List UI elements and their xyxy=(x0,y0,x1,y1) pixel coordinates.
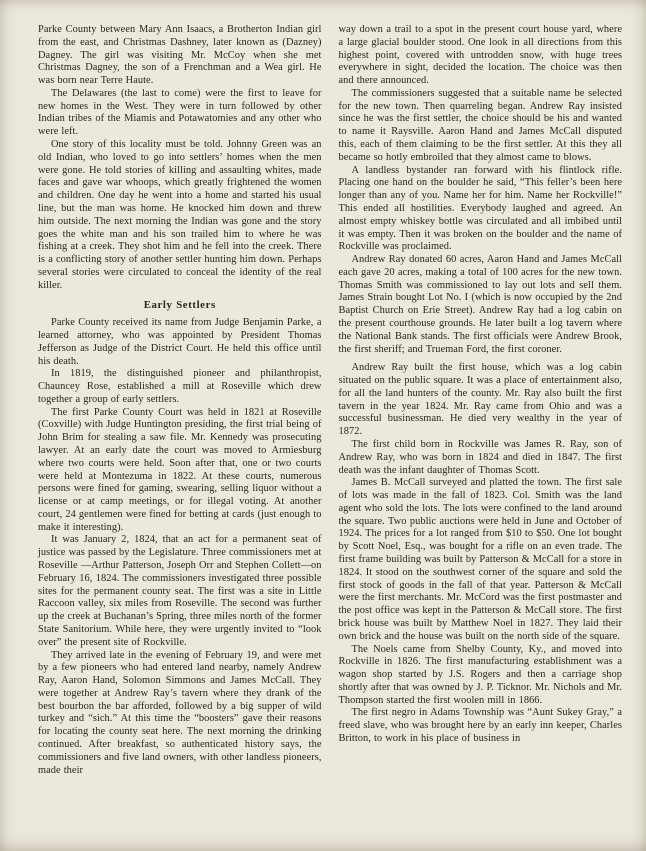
paragraph: way down a trail to a spot in the present court house yard, where a large glacial boulder stood. One look in all directions from this highest point, covered with untrodden snow, with huge trees everywhere in sight, decided the location. The choice was then and there announced. xyxy=(338,24,622,87)
paragraph: The Delawares (the last to come) were the first to leave for new homes in the West. They were in turn followed by other Indian tribes of the Miamis and Potawatomies and any other who were left. xyxy=(38,87,322,138)
paragraph: One story of this locality must be told. Johnny Green was an old Indian, who loved to go into settlers’ homes when the men were gone. He told stories of killing and assaulting whites, made faces and gave war whoops, which greatly frightened the women and children. One day he went into a home and started his usual line, but the man was home. He knocked him down and threw him outside. The next morning the Indian was gone and the story goes the white man and his son trailed him to where he was fishing at a creek. They shot him and he fell into the creek. There is a conflicting story of another settler hunting him down. Perhaps several stories were circulated to conceal the identity of the real killer. xyxy=(38,139,322,291)
paragraph: The first Parke County Court was held in 1821 at Roseville (Coxville) with Judge Huntington presiding, the first trial being of John Brim for stealing a saw file. Mr. Kennedy was prosecuting lawyer. At an early date the court was moved to Armiesburg where two courts were held. Soon after that, one or two courts were held at Montezuma in 1822. At these courts, numerous persons were fined for gaming, swearing, selling liquor without a license or at camp meetings, or for illegal voting. At another court, 24 gentlemen were fined for betting at cards (just enough to make it interesting). xyxy=(38,406,322,533)
paragraph: Parke County received its name from Judge Benjamin Parke, a learned attorney, who was appointed by President Thomas Jefferson as Judge of the District Court. He held this office until his death. xyxy=(38,317,322,367)
paragraph: The first child born in Rockville was James R. Ray, son of Andrew Ray, who was born in 1824 and died in 1847. The first death was the infant daughter of Thomas Scott. xyxy=(338,439,622,476)
paragraph: The first negro in Adams Township was “Aunt Sukey Gray,” a freed slave, who was brought here by an early inn keeper, Charles Britton, to work in his place of business in xyxy=(338,707,622,744)
paragraph: The commissioners suggested that a suitable name be selected for the new town. Then quarreling began. Andrew Ray insisted since he was the first settler, the choice should be his and wanted to name it Raysville. Aaron Hand and James McCall disputed this, each of them claiming to be the first settler. At this they all became so hotly embroiled that they almost came to blows. xyxy=(338,87,622,163)
page-content xyxy=(38,24,622,777)
paragraph: They arrived late in the evening of February 19, and were met by a few pioneers who had entered land nearby, namely Andrew Ray, Aaron Hand, Solomon Simmons and James McCall. They were together at Andrew Ray’s tavern where they drank of the best bourbon the bar afforded, followed by a big supper of wild turkey and “sich.” At this time the “boosters” gave their reasons for locating the county seat here. The next morning the drinking continued. After breakfast, so authenticated history says, the commissioners and five land owners, with other landless pioneers, made their xyxy=(38,649,322,776)
paragraph: It was January 2, 1824, that an act for a permanent seat of justice was passed by the Legislature. Three commissioners met at Roseville —Arthur Patterson, Joseph Orr and Stephen Collett—on February 16, 1824. The commissioners investigated three possible sites for the permanent county seat. The first was a site in Little Raccoon valley, six miles from Roseville. The second was further up the creek at Buchanan’s Spring, three miles north of the former State Sanitorium. While here, they were urgently invited to “look over” the present site of Rockville. xyxy=(38,534,322,648)
paragraph: Parke County between Mary Ann Isaacs, a Brotherton Indian girl from the east, and Christmas Dashney, later known as (Dazney) Dagney. The girl was visiting Mr. McCoy when she met Christmas Dagney, the son of a Frenchman and a Wea girl. He was born near Terre Haute. xyxy=(38,24,322,87)
left-column xyxy=(38,24,322,777)
paragraph: Andrew Ray built the first house, which was a log cabin situated on the public square. It was a place of entertainment also, for all the land hunters of the county. Mr. Ray also built the first tavern in the year 1824. Mr. Ray came from Ohio and was a successful businessman. He died very wealthy in the year of 1872. xyxy=(338,362,622,438)
paragraph: In 1819, the distinguished pioneer and philanthropist, Chauncey Rose, established a mill at Roseville which drew together a group of early settlers. xyxy=(38,368,322,405)
paragraph: The Noels came from Shelby County, Ky., and moved into Rockville in 1826. The first manufacturing establishment was a wagon shop started by J.S. Rogers and then a carriage shop shortly after that was owned by J. P. Ticknor. Mr. Nichols and Mr. Thompson started the first woolen mill in 1866. xyxy=(338,643,622,706)
right-column xyxy=(339,24,623,777)
paragraph: James B. McCall surveyed and platted the town. The first sale of lots was made in the fall of 1823. Col. Smith was the land agent who sold the lots. The lots were confined to the land around the square. Two public auctions were held in June and October of 1924. The prices for a lot ranged from $10 to $50. One lot bought by Scott Noel, Esq., was bought for a rifle on an even trade. The first frame building was built by Patterson & McCall for a store in 1824. It stood on the southwest corner of the square and sold the first stock of goods in the fall of that year. Patterson & McCall were the first merchants. Mr. McCord was the first postmaster and the post office was kept in the Patterson & McCall store. The first brick house was built by Matthew Noel in 1827. They laid their own brick and the house was built on the north side of the square. xyxy=(338,477,622,642)
paragraph: Andrew Ray donated 60 acres, Aaron Hand and James McCall each gave 20 acres, making a total of 100 acres for the new town. Thomas Smith was commissioned to lay out lots and sell them. James Strain bought Lot No. I (which is now occupied by the 2nd Baptist Church on Erie Street). Andrew Ray had a log cabin on the present courthouse grounds. He later built a log tavern where the National Bank stands. The first officials were Andrew Brook, the first sheriff; and Trueman Ford, the first coroner. xyxy=(338,254,622,355)
paragraph: A landless bystander ran forward with his flintlock rifle. Placing one hand on the boulder he said, “This feller’s been here longer than any of you. Name her for him. Name her Rockville!” This ended all hostilities. Everybody laughed and agreed. An almost empty whiskey bottle was circulated and all imbibed until it was empty. Then it was broken on the boulder and the name of Rockville was proclaimed. xyxy=(338,164,622,253)
section-heading: Early Settlers xyxy=(143,299,216,312)
